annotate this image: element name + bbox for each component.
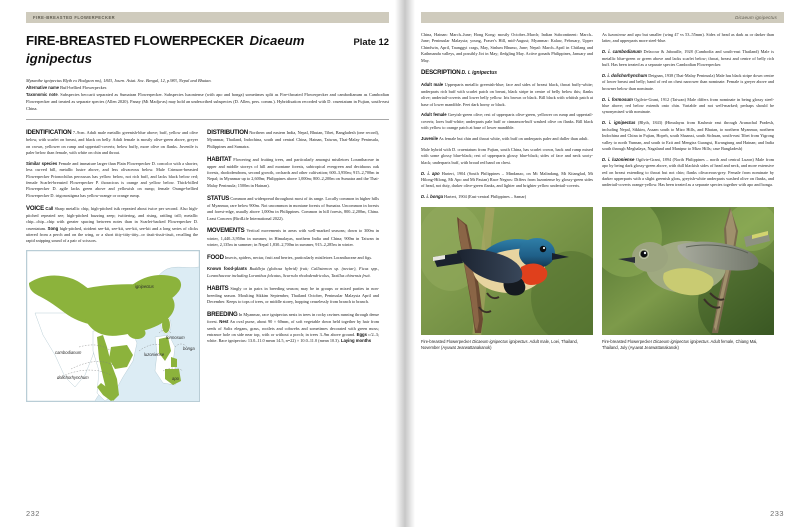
race-formosum (602, 97, 774, 116)
column-identification (26, 128, 198, 402)
alternative-name-value: Buff-bellied Flowerpecker. (60, 85, 108, 91)
caption-male-detail: . Adult male, Loei, Thailand, November (Ayuwat Jearwattanakanok) (421, 338, 578, 350)
protonym-text: Myzanthe ignipectus Blyth ex Hodgson ms), 1843, Journ. Asiat. Soc. Bengal, 12, p.983, Nepal and Bhutan. (26, 78, 212, 83)
photo-male-head (519, 238, 555, 268)
photo-male-eye-highlight (543, 247, 545, 249)
distribution-body: Northern and eastern India, Nepal, Bhutan, Tibet, Bangladesh (one record), Myanmar, Thailand, Indochina, south and central China, Hainan, Taiwan, Thai-Malay Peninsula, Philippines and Sumatra. (207, 130, 380, 149)
folio-right: 233 (770, 509, 784, 518)
status-heading: STATUS (207, 194, 230, 202)
divider-rule (26, 119, 389, 120)
photo-female-eye-highlight (644, 251, 646, 253)
voice-section (26, 204, 198, 245)
photo-male-svg (421, 207, 593, 335)
intro-block (26, 78, 389, 112)
description-adult-female (421, 112, 593, 131)
running-head-left-text: FIRE-BREASTED FLOWERPECKER (33, 15, 116, 20)
breeding-laying-label: Laying months (340, 338, 372, 344)
page-title (26, 32, 389, 70)
column-description (421, 32, 593, 201)
habits-heading: HABITS (207, 284, 229, 292)
race-luzoniense-body: Ogilvie-Grant, 1894 (North Philippines – north and central Luzon) Male from apo by being dark glossy-green above, with dull blackish sides of head and neck, and more extensive red on breast extending to throat but not chin; flanks olivaceous-grey. Female from nominate by darker upperparts with a slight greenish gloss, greyish-white underparts washed olive on flanks, and undertail-coverts orange-yellow. Has been treated as a separate species together with apo and bonga. (602, 156, 774, 188)
species-scientific-name: Dicaeum ignipectus (26, 33, 305, 66)
caption-female-species: Fire-breasted Flowerpecker (602, 338, 653, 344)
photo-female-svg (602, 207, 774, 335)
plate-reference: Plate 12 (353, 36, 389, 47)
race-formosum-body: Ogilvie-Grant, 1912 (Taiwan) Male differs from nominate in being glossy steel-blue above; red below extends onto chin. Variable and not well-marked; perhaps should be synonymised with nominate. (602, 96, 775, 115)
adult-male-body: Upperparts metallic greenish-blue; face and sides of breast black, throat buffy-white; underparts rich buff with scarlet patch on breast, black stripe in centre of belly below this; flanks olive; undertail-coverts and lower belly yellow. Iris brown or black. Bill black with whitish patch at base of lower mandible. Feet dark horny or black. (421, 82, 593, 107)
race-apo (421, 171, 593, 190)
juvenile-label: Juvenile (421, 136, 439, 141)
race-luzoniense-name: D. i. luzoniense (602, 156, 635, 162)
similar-species-heading: Similar species (26, 160, 58, 166)
photo-block-male (421, 207, 593, 351)
alternative-name-line (26, 85, 389, 92)
taxonomic-note-label: Taxonomic note (26, 92, 58, 98)
title-text-group (26, 32, 354, 68)
voice-song-label: Song (47, 225, 59, 231)
map-label-ignipectus: ignipectus (135, 283, 154, 289)
photo-adult-female (602, 207, 774, 335)
species-common-name: FIRE-BREASTED FLOWERPECKER (26, 33, 244, 48)
habitat-section (207, 155, 379, 190)
movements-section (207, 226, 379, 248)
distribution-map (26, 250, 200, 402)
geo-variation-intro-body: As luzoniense and apo but smaller (wing 47 vs 53–55mm). Sides of head as dark as or darker than latter, and upperparts more steel-blue. (602, 32, 774, 44)
identification-body: 7–9cm. Adult male metallic greenish-blue above; buff, yellow and olive below, with scarlet on breast, and black on belly. Adult female is mostly olive-green above, greyer on crown, yellower on rump and uppertail-coverts; below buffy, more olive on flanks. Juvenile is paler below than female, with white on chin and throat. (26, 130, 198, 156)
map-label-cambodianum: cambodianum (55, 349, 82, 355)
race-luzoniense (602, 157, 774, 189)
habits-section (207, 284, 379, 306)
description-subspecies: D. i. ignipectus (461, 70, 498, 77)
description-male-hybrid (421, 147, 593, 166)
breeding-section (207, 310, 379, 345)
right-page (405, 0, 810, 527)
description-adult-male (421, 82, 593, 108)
photo-gallery (421, 207, 784, 351)
race-formosum-name: D. i. formosum (602, 96, 633, 102)
map-label-dolichorhynchum: dolichorhynchum (57, 374, 89, 380)
right-page-columns (421, 32, 784, 201)
photo-adult-male (421, 207, 593, 335)
photo-male-eye (540, 245, 546, 251)
habitat-body: Flowering and fruiting trees, and particularly amongst mistletoes Loranthaceae in upper and middle storeys of hill and montane forests, subtropical evergreen and deciduous oak forests, rhododendrons, second growth, orchards and other cultivation; 600–3,950m; 915–2,700m in Nepal; in Myanmar up to 2,600m; Philippines above 1,000m; 800–2,200m on Sumatra and the Thai-Malay Peninsula; 1500m in Hainan). (207, 156, 379, 188)
food-body: Insects, spiders, nectar, fruit and berries, particularly mistletoes Loranthaceae and figs. (224, 254, 373, 260)
laying-months-body: China, Hainan: March–June; Hong Kong: mostly October–March; Indian Subcontinent: March–June; Peninsular Malaysia; young, Fraser's Hill, mid-August; Myanmar: Kalaw, February, Upper Chindwin, April, Taunggyi crags, May, Sinlum Bhumo, June; Nepal: March–April in Chitlang and Kathmandu valleys, and possibly Jiri in May; fledgling May. Active gonads Philippines, January and May. (421, 32, 593, 63)
breeding-heading: BREEDING (207, 311, 238, 319)
race-cambodianum-name: D. i. cambodianum (602, 49, 642, 55)
laying-months-continued (421, 32, 593, 64)
map-range-taiwan (162, 317, 170, 333)
alternative-name-label: Alternative name (26, 85, 59, 91)
movements-body: Vertical movements in areas with well-marked seasons; down to 300m in winter, 1,440–3,950m in summer, in Himalayas, northern India and China; 900m in Taiwan in winter, 2,135m in summer; in Nepal 1,830–2,700m in summer, 915–2,285m in winter. (207, 228, 379, 247)
voice-heading: VOICE (26, 204, 44, 212)
race-bonga (421, 194, 593, 200)
habitat-heading: HABITAT (207, 155, 232, 163)
running-head-right-text: Dicaeum ignipectus (735, 15, 777, 20)
photo-female-eye (641, 250, 648, 257)
photo-block-female (602, 207, 774, 351)
status-body: Common and widespread throughout most of its range. Locally common in higher hills of Myanmar, rare below 900m. Not uncommon in montane forests of Sumatra. Uncommon in forests and forest-edge, usually above 1,000m in Philippines. Common in hill forests, 800–2,200m, China. Least Concern (BirdLife International 2022). (207, 195, 380, 221)
breeding-eggs-body: c/2–3; white. Race ignipectus: 13.0–11.0 mean 14.5, n=22) × 10.0–11.0 (mean 10.3). (207, 332, 380, 344)
status-section (207, 194, 379, 222)
photo-caption-female (602, 339, 774, 351)
race-dolichorhynchum (602, 73, 774, 92)
map-label-apo: apo (172, 375, 179, 381)
race-cambodianum-body: Delacour & Jabouille, 1928 (Cambodia and south-east Thailand) Male is metallic blue-green or green above and lacks scarlet below; throat, breast and centre of belly rich buff. Has been treated as a separate species Cambodian Flowerpecker. (602, 49, 774, 68)
race-bonga-name: D. i. bonga (421, 194, 443, 200)
running-head-right (421, 12, 784, 23)
caption-male-scientific: Dicaeum ignipectus ignipectus (472, 338, 528, 344)
known-food-plants-body: Buddleja (globosa hybrid) fruit; Callistemon sp. (nectar), Ficus spp., Loranthaceae including Loranthus falcatus, Scurrula rhododendricolus, Taxillus chinensis fruit. (207, 266, 380, 278)
identification-heading: IDENTIFICATION (26, 129, 72, 137)
similar-species-body: Female and immature larger than Plain Flowerpecker D. concolor with a shorter, less curved bill, metallic lustre above, and less olivaceous below. Male Crimson-breasted Flowerpecker Prionochilus percussus has yellow below, not rich buff, and lacks black below red; female Scarlet-breasted Flowerpecker P. thoracicus is orange and yellow below. Thick-billed Flowerpecker D. agile lacks green above and yellowish on rump; female Orange-bellied Flowerpecker D. trigonostigma has yellow-orange or orange rump. (26, 160, 199, 198)
taxonomic-note-value: . Subspecies beccarii separated as Sumatran Flowerpecker. Subspecies luzoniense (with apo and bonga) sometimes split as Fire-throated Flowerpecker and cambodianum as Cambodian Flowerpecker and treated as separate species (Allen 2020). Panay (Mt Madja-as) may hold an undescribed subspecies (D. Allen, pers. comm.). Hybridisation recorded with D. cruentatum in Fujian, south-east China. (26, 92, 389, 111)
gutter-shadow (405, 0, 415, 527)
movements-heading: MOVEMENTS (207, 227, 245, 235)
voice-call-label: Call (45, 205, 54, 211)
folio-left: 232 (26, 509, 40, 518)
caption-female-detail: . Adult female, Chiang Mai, Thailand, July (Ayuwat Jearwattanakanok) (602, 338, 758, 350)
geo-variation-intro (602, 32, 774, 45)
running-head-left (26, 12, 389, 23)
map-label-formosum: formosum (166, 334, 185, 340)
male-hybrid-body: Male hybrid with D. cruentatum from Fujian, south China, has scarlet crown, back and rump mixed with some glossy blue-black; rest of upperparts glossy blue-black; sides of face and neck sooty-black; underparts buff, with broad red band on chest. (421, 146, 593, 165)
left-page-columns (26, 128, 389, 402)
protonym-line (26, 78, 389, 85)
taxonomic-note-line (26, 92, 389, 112)
food-section (207, 253, 379, 262)
known-food-plants-heading: Known food-plants (207, 266, 247, 272)
breeding-nest-body: An oval purse, about 90 × 60mm, of soft vegetable down held together by hair from seeds of Salix elegans, grass, rootlets and cobwebs and sometimes decorated with green moss; entrance hole on side near top, with or without a porch; in trees 3–9m above ground. (207, 319, 380, 338)
map-label-luzoniense: luzoniense (144, 351, 165, 357)
distribution-section (207, 128, 379, 150)
adult-female-label: Adult female (421, 112, 447, 118)
description-juvenile (421, 136, 593, 142)
juvenile-body: As female but chin and throat white, with buff on underparts paler and duller than adult. (438, 136, 589, 141)
similar-species-section (26, 161, 198, 199)
voice-call-body: Sharp metallic chip, high-pitched tsik repeated about twice per second. Also high-pitched repeated see; high-pitched buzzing zeep; twittering, and rising, rattling trill; metallic chip...chip...chip with greater spacing between notes than in Scarlet-backed Flowerpecker D. cruentatum. (26, 205, 199, 231)
identification-section (26, 128, 198, 156)
race-dolichorhynchum-body: Deignan, 1938 (Thai-Malay Peninsula) Male has black stripe down centre of lower breast and belly; band of red on chest narrower than nominate. Female is greyer above and browner below than nominate. (602, 72, 774, 91)
adult-female-body: Greyish-green olive; rest of upperparts olive-green, yellower on rump and uppertail-coverts; lores buff-white; underparts pale buff or cinnamon-buff washed olive on flanks. Bill black with yellow to orange patch at base of lower mandible. (421, 112, 594, 131)
breeding-eggs-label: Eggs (356, 332, 368, 338)
race-ignipectus-body: (Blyth, 1843) (Himalayas from Kashmir east through Arunachal Pradesh, including Nepal, Sikkim, Assam south to Mizo Hills, and Bhutan, to northern Myanmar, northern Indochina and China in Fujian, Hopeh, south Shaanxi, south Sichuan, south-east Tibet from Yigrong valley to north Yunnan, and south to Ezit and Mengtsz Guangxi, Kwangtung and Hainan; and India south through Meghalaya, Nagaland and Manipur to Mizo Hills; case Bangladesh) (602, 120, 775, 151)
description-heading: DESCRIPTION (421, 69, 461, 77)
distribution-heading: DISTRIBUTION (207, 129, 248, 137)
race-apo-body: Hartert, 1904 (South Philippines – Mindanao, on Mt Malindang, Mt Kitanglad, Mt Hilong-Hilong, Mt Apo and Mt Pasian) Race Negros: Differs from luzoniense by glossy-green sides of head, not duty, darker olive-green flanks, and lighter and brighter yellow undertail-coverts. (421, 170, 594, 189)
known-food-plants-section (207, 266, 379, 279)
description-heading-line (421, 68, 593, 78)
food-heading: FOOD (207, 253, 224, 261)
column-distribution (207, 128, 379, 402)
adult-male-label: Adult male (421, 82, 444, 88)
race-apo-name: D. i. apo (421, 170, 440, 176)
gutter-shadow (395, 0, 405, 527)
caption-male-species: Fire-breasted Flowerpecker (421, 338, 472, 344)
race-ignipectus (602, 120, 774, 152)
voice-song-body: high-pitched, strident see-kit, see-kit, see-kit, see-kit and a long series of clicks uttered from a perch and on the wing, or a short titty-titty-titty...or tissit-tissit-tissit, recalling the rapid snipping sound of a pair of scissors. (26, 225, 198, 244)
race-dolichorhynchum-name: D. i. dolichorhynchum (602, 72, 648, 78)
column-geographical-variation (602, 32, 774, 201)
photo-female-head (632, 242, 668, 272)
race-cambodianum (602, 49, 774, 68)
distribution-map-svg (27, 251, 199, 401)
race-bonga-body: Hartert, 1904 (East-central Philippines – Samar) (444, 194, 527, 200)
caption-female-scientific: Dicaeum ignipectus ignipectus (653, 338, 709, 344)
habits-body: Singly or in pairs in breeding season; may be in groups or mixed parties in non-breeding season. Moulting Sikkim September, Thailand October, Peninsular Malaysia April and December. Keeps to tops of trees, or middle storey, hopping ceaselessly from branch to branch. (207, 285, 380, 305)
photo-caption-male (421, 339, 593, 351)
breeding-body: In Myanmar, race ignipectus nests in trees in rocky ravines running through dense forest. (207, 312, 380, 325)
breeding-nest-label: Nest (219, 319, 229, 325)
map-label-bonga: bonga (183, 345, 195, 351)
race-ignipectus-name: D. i. ignipectus (602, 120, 636, 126)
